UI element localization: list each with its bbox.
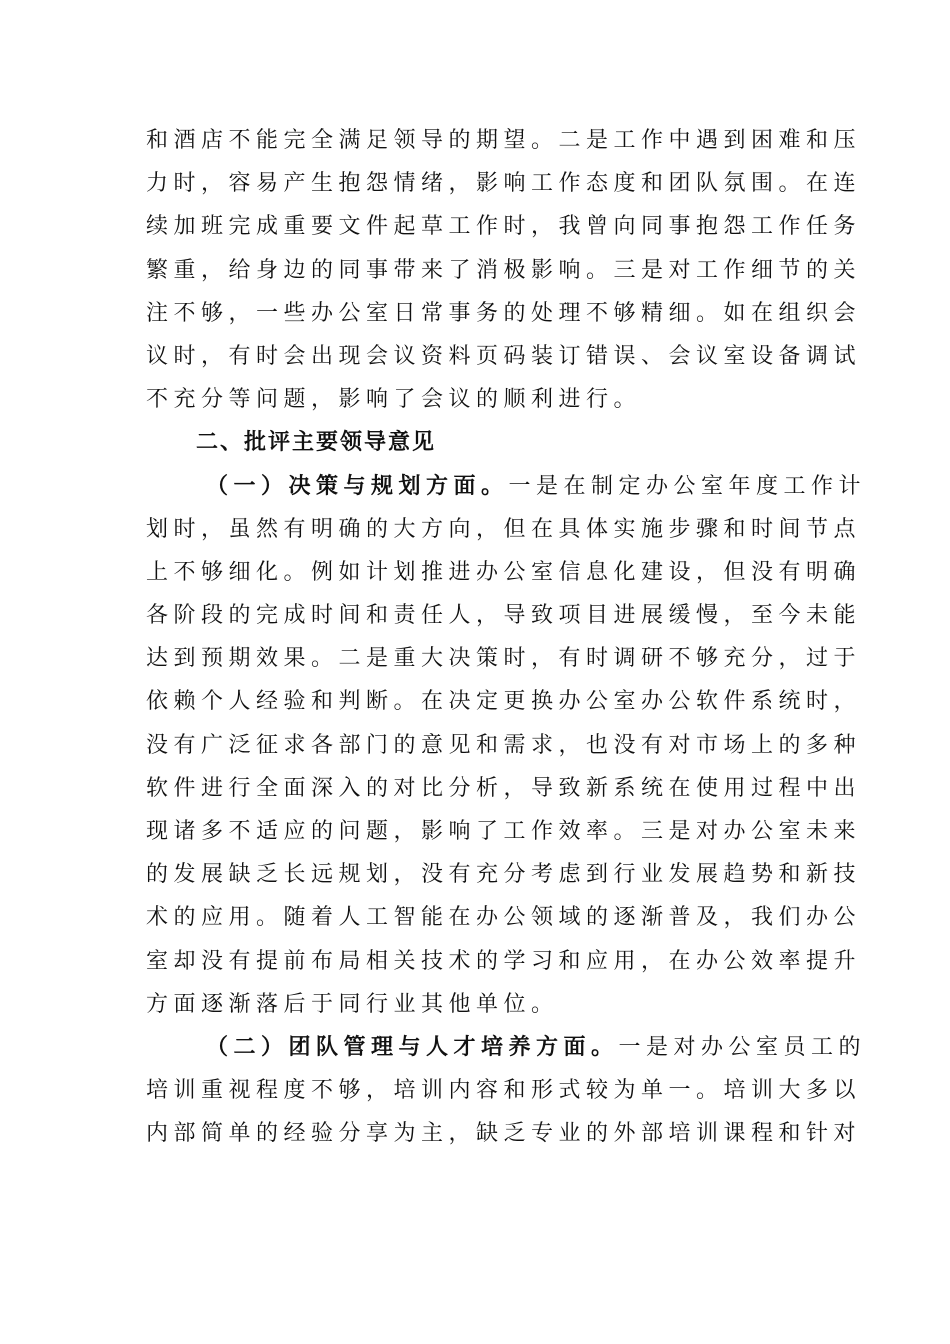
text-line: 注不够，一些办公室日常事务的处理不够精细。如在组织会 — [146, 300, 862, 326]
document-page — [146, 119, 867, 1156]
text-line-first — [146, 465, 867, 508]
text-line: 的发展缺乏长远规划，没有充分考虑到行业发展趋势和新技 — [146, 862, 862, 888]
subsection-lead: （二）团队管理与人才培养方面。 — [206, 1033, 619, 1060]
text-line: 不充分等问题，影响了会议的顺利进行。 — [146, 387, 642, 413]
text-line: 续加班完成重要文件起草工作时，我曾向同事抱怨工作任务 — [146, 214, 862, 240]
text-line: 划时，虽然有明确的大方向，但在具体实施步骤和时间节点 — [146, 516, 862, 542]
text-line: 力时，容易产生抱怨情绪，影响工作态度和团队氛围。在连 — [146, 171, 862, 197]
text-line: 上不够细化。例如计划推进办公室信息化建设，但没有明确 — [146, 559, 862, 585]
text-line: 各阶段的完成时间和责任人，导致项目进展缓慢，至今未能 — [146, 603, 862, 629]
text-line: 达到预期效果。二是重大决策时，有时调研不够充分，过于 — [146, 646, 862, 672]
text-line: 和酒店不能完全满足领导的期望。二是工作中遇到困难和压 — [146, 128, 862, 153]
text-line: 内部简单的经验分享为主，缺乏专业的外部培训课程和针对 — [146, 1121, 862, 1147]
text-span: 一是在制定办公室年度工作计 — [508, 473, 867, 499]
text-span: 一是对办公室员工的 — [618, 1034, 867, 1060]
text-line: 软件进行全面深入的对比分析，导致新系统在使用过程中出 — [146, 775, 862, 801]
text-line: 议时，有时会出现会议资料页码装订错误、会议室设备调试 — [146, 343, 862, 369]
paragraph-shortcomings — [146, 119, 862, 421]
text-line: 培训重视程度不够，培训内容和形式较为单一。培训大多以 — [146, 1078, 862, 1104]
text-line: 现诸多不适应的问题，影响了工作效率。三是对办公室未来 — [146, 819, 862, 844]
text-line: 术的应用。随着人工智能在办公领域的逐渐普及，我们办公 — [146, 905, 862, 931]
subsection-lead: （一）决策与规划方面。 — [206, 472, 509, 499]
subsection-decision-planning — [146, 465, 867, 1026]
section-heading: 二、批评主要领导意见 — [196, 430, 437, 456]
text-line: 繁重，给身边的同事带来了消极影响。三是对工作细节的关 — [146, 257, 862, 283]
text-line: 没有广泛征求各部门的意见和需求，也没有对市场上的多种 — [146, 732, 862, 758]
text-line-first — [146, 1026, 867, 1069]
text-line: 室却没有提前布局相关技术的学习和应用，在办公效率提升 — [146, 948, 862, 974]
text-line: 方面逐渐落后于同行业其他单位。 — [146, 991, 559, 1017]
text-line: 依赖个人经验和判断。在决定更换办公室办公软件系统时， — [146, 689, 862, 715]
subsection-team-management — [146, 1026, 867, 1155]
